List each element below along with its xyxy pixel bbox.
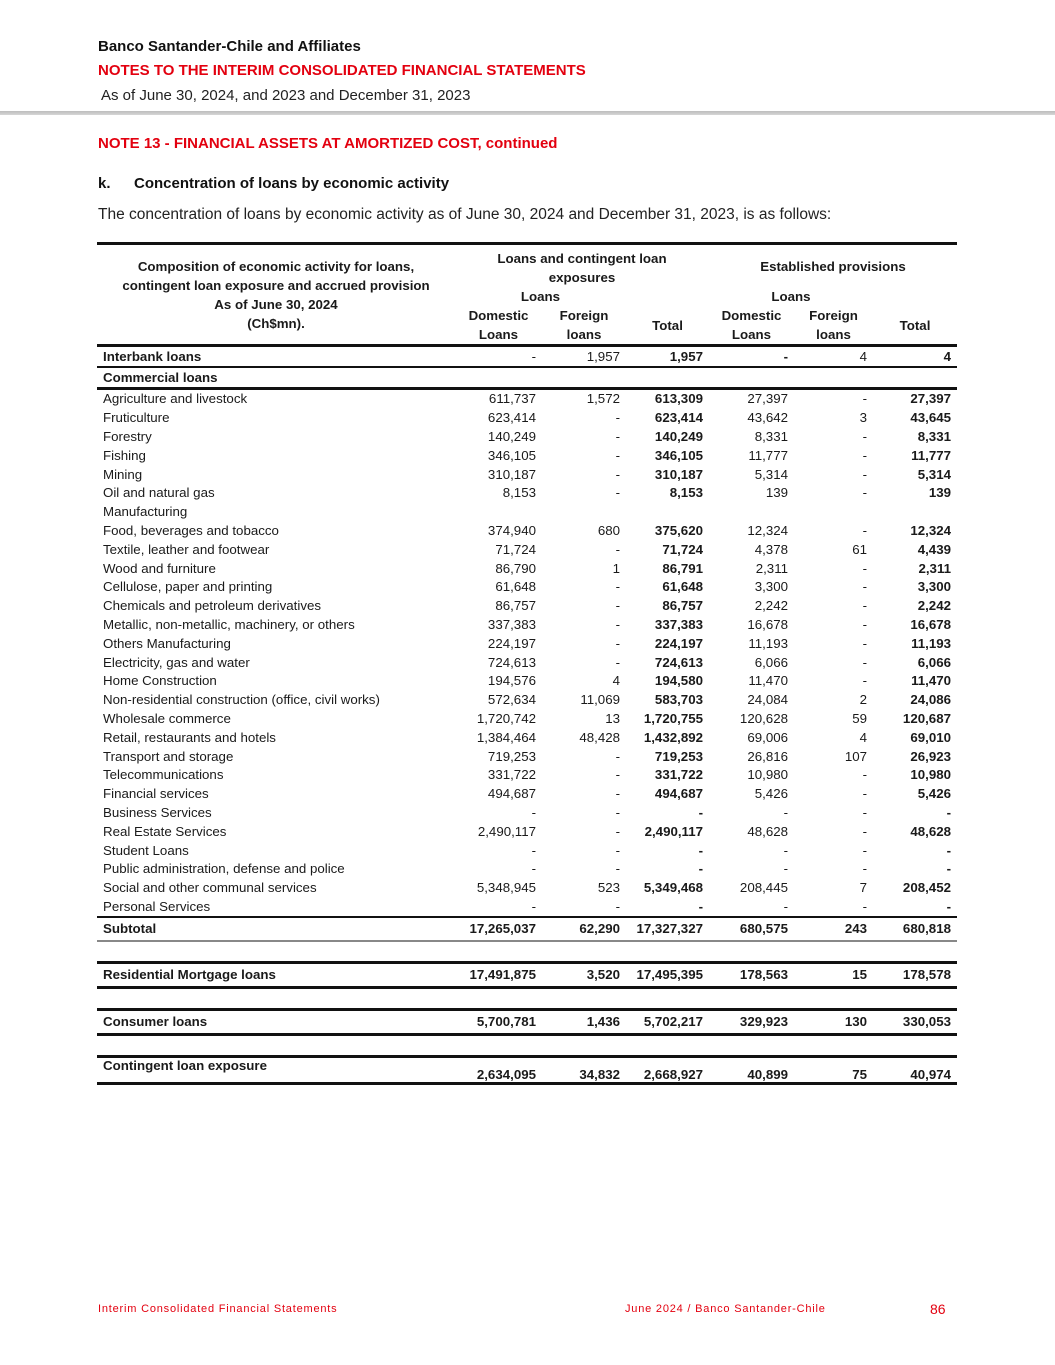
cell: 7 — [859, 880, 867, 896]
cell: 5,348,945 — [476, 880, 536, 896]
footer-period: June 2024 / Banco Santander-Chile — [625, 1303, 826, 1315]
cell: 337,383 — [654, 617, 703, 633]
cell: 243 — [794, 917, 873, 941]
cell: - — [615, 748, 620, 764]
cell: 8,153 — [502, 485, 536, 501]
table-row — [97, 578, 957, 597]
row-label: Metallic, non-metallic, machinery, or others — [103, 617, 355, 633]
cell: - — [862, 391, 867, 407]
cell: - — [615, 823, 620, 839]
cell: 48,428 — [579, 729, 620, 745]
row-label: Retail, restaurants and hotels — [103, 729, 276, 745]
page-number: 86 — [930, 1301, 946, 1317]
table-row — [97, 521, 957, 540]
row-label: Chemicals and petroleum derivatives — [103, 598, 322, 614]
cell: 572,634 — [487, 692, 536, 708]
cell: 5,426 — [754, 786, 788, 802]
cell: 4,439 — [917, 541, 951, 557]
cell: 139 — [765, 485, 788, 501]
row-label: Mining — [103, 466, 143, 482]
cell: - — [615, 767, 620, 783]
col-header: Total — [873, 306, 957, 346]
cell: - — [862, 617, 867, 633]
section-title — [98, 175, 449, 192]
table-row — [97, 690, 957, 709]
cell: 1,720,755 — [643, 711, 703, 727]
cell: - — [531, 861, 536, 877]
cell: 2,634,095 — [455, 1056, 542, 1083]
cell: 613,309 — [654, 391, 703, 407]
row-header-line: As of June 30, 2024 — [214, 296, 338, 312]
cell: 494,687 — [487, 786, 536, 802]
cell: 523 — [597, 880, 620, 896]
cell: - — [783, 861, 788, 877]
cell: - — [946, 861, 951, 877]
row-label: Cellulose, paper and printing — [103, 579, 273, 595]
row-label: Oil and natural gas — [103, 485, 215, 501]
cell: - — [862, 673, 867, 689]
footer-document-name: Interim Consolidated Financial Statements — [98, 1303, 338, 1315]
cell: - — [615, 447, 620, 463]
cell: 1 — [612, 560, 620, 576]
cell: - — [862, 805, 867, 821]
row-label: Personal Services — [103, 899, 211, 914]
cell: 4 — [794, 346, 873, 367]
cell: 11,470 — [748, 673, 788, 689]
cell — [794, 502, 873, 521]
cell: - — [698, 805, 703, 821]
cell: - — [615, 635, 620, 651]
commercial-header-row — [97, 367, 957, 388]
cell: 11,777 — [748, 447, 788, 463]
cell: 17,495,395 — [626, 962, 709, 987]
row-label: Student Loans — [103, 842, 189, 858]
cell: 86,790 — [495, 560, 536, 576]
cell: 1,720,742 — [476, 711, 536, 727]
group-header-loans-exposures: Loans and contingent loan exposures — [455, 244, 709, 288]
cell — [709, 502, 794, 521]
cell: 61 — [852, 541, 867, 557]
cell: - — [862, 767, 867, 783]
cell: - — [862, 429, 867, 445]
cell: 4,378 — [754, 541, 788, 557]
cell — [455, 502, 542, 521]
cell: 1,572 — [586, 391, 620, 407]
cell: 86,791 — [662, 560, 703, 576]
table-row — [97, 728, 957, 747]
header-divider — [0, 111, 1055, 115]
cell: - — [698, 899, 703, 914]
table-row — [97, 559, 957, 578]
row-label: Manufacturing — [103, 504, 188, 520]
table-row — [97, 747, 957, 766]
cell: 16,678 — [910, 617, 951, 633]
table-row — [97, 540, 957, 559]
row-label: Transport and storage — [103, 748, 234, 764]
cell: 330,053 — [873, 1009, 957, 1034]
table-row — [97, 596, 957, 615]
cell: 107 — [844, 748, 867, 764]
cell: - — [709, 346, 794, 367]
cell: 11,193 — [911, 635, 951, 651]
cell: 27,397 — [747, 391, 788, 407]
cell: 130 — [794, 1009, 873, 1034]
cell: - — [783, 805, 788, 821]
sub-header-loans: Loans — [771, 289, 811, 304]
table-row — [97, 784, 957, 803]
cell: - — [615, 899, 620, 914]
cell: 208,452 — [902, 880, 951, 896]
cell: 71,724 — [495, 541, 536, 557]
cell: - — [862, 842, 867, 858]
cell: 329,923 — [709, 1009, 794, 1034]
cell: 24,084 — [747, 692, 788, 708]
row-label: Subtotal — [97, 917, 455, 941]
cell: 8,331 — [917, 429, 951, 445]
cell: 17,491,875 — [455, 962, 542, 987]
table-row — [97, 878, 957, 897]
cell: 724,613 — [487, 654, 536, 670]
cell: - — [615, 429, 620, 445]
cell: 69,006 — [747, 729, 788, 745]
table-row — [97, 897, 957, 917]
cell: - — [455, 346, 542, 367]
cell: 139 — [928, 485, 951, 501]
subtotal-row — [97, 917, 957, 941]
cell: - — [531, 899, 536, 914]
cell: 2,242 — [917, 598, 951, 614]
cell: 1,384,464 — [476, 729, 536, 745]
row-label: Electricity, gas and water — [103, 654, 250, 670]
cell — [873, 502, 957, 521]
intro-paragraph: The concentration of loans by economic activity as of June 30, 2024 and December 31, 2023, is as follows: — [98, 206, 832, 223]
row-label: Food, beverages and tobacco — [103, 523, 279, 539]
cell: 11,193 — [748, 635, 788, 651]
cell: - — [862, 485, 867, 501]
row-label: Real Estate Services — [103, 823, 227, 839]
row-label: Public administration, defense and police — [103, 861, 345, 877]
cell: 346,105 — [487, 447, 536, 463]
col-header: Foreign loans — [794, 306, 873, 346]
cell: 10,980 — [747, 767, 788, 783]
row-label: Others Manufacturing — [103, 635, 231, 651]
cell: 1,436 — [542, 1009, 626, 1034]
cell: - — [615, 617, 620, 633]
row-label: Consumer loans — [97, 1009, 455, 1034]
cell: 1,957 — [542, 346, 626, 367]
cell: 86,757 — [495, 598, 536, 614]
cell: - — [783, 899, 788, 914]
cell: 140,249 — [654, 429, 703, 445]
cell: - — [862, 466, 867, 482]
cell: 6,066 — [754, 654, 788, 670]
cell: - — [615, 541, 620, 557]
row-label: Non-residential construction (office, civil works) — [103, 692, 380, 708]
cell: 194,580 — [654, 673, 703, 689]
group-header-provisions: Established provisions — [709, 244, 957, 288]
cell: 17,265,037 — [455, 917, 542, 941]
row-header-line: Composition of economic activity for loans, — [137, 258, 415, 274]
cell: 3,300 — [754, 579, 788, 595]
cell: - — [862, 654, 867, 670]
note-title: NOTE 13 - FINANCIAL ASSETS AT AMORTIZED COST, continued — [98, 135, 558, 152]
cell: - — [615, 654, 620, 670]
cell: - — [946, 842, 951, 858]
cell: 6,066 — [917, 654, 951, 670]
cell: 583,703 — [654, 692, 703, 708]
cell: 43,642 — [747, 410, 788, 426]
cell: 2,311 — [918, 560, 951, 576]
cell: 16,678 — [747, 617, 788, 633]
cell: 120,687 — [902, 711, 951, 727]
table-row — [97, 502, 957, 521]
cell: 5,700,781 — [455, 1009, 542, 1034]
cell: 611,737 — [488, 391, 536, 407]
cell: 24,086 — [910, 692, 951, 708]
cell: 1,432,892 — [643, 729, 703, 745]
cell: 10,980 — [910, 767, 951, 783]
cell: 71,724 — [662, 541, 703, 557]
cell: 680 — [597, 523, 620, 539]
cell: - — [615, 842, 620, 858]
cell: 680,818 — [873, 917, 957, 941]
cell: - — [862, 523, 867, 539]
col-header: Foreign loans — [542, 306, 626, 346]
notes-title: NOTES TO THE INTERIM CONSOLIDATED FINANCIAL STATEMENTS — [98, 62, 586, 79]
table-row — [97, 446, 957, 465]
cell: 26,816 — [747, 748, 788, 764]
row-header-line: contingent loan exposure and accrued provision — [122, 277, 430, 293]
cell: 48,628 — [747, 823, 788, 839]
cell: 43,645 — [910, 410, 951, 426]
cell: 3 — [859, 410, 867, 426]
cell: 48,628 — [910, 823, 951, 839]
row-label: Residential Mortgage loans — [97, 962, 455, 987]
cell: 5,426 — [917, 786, 951, 802]
cell: 346,105 — [654, 447, 703, 463]
as-of-date: As of June 30, 2024, and 2023 and December 31, 2023 — [101, 87, 471, 104]
table-row — [97, 408, 957, 427]
cell — [626, 502, 709, 521]
cell: - — [862, 786, 867, 802]
row-label: Fishing — [103, 447, 146, 463]
cell: 61,648 — [662, 579, 703, 595]
cell: 3,300 — [917, 579, 951, 595]
cell: - — [862, 447, 867, 463]
company-name: Banco Santander-Chile and Affiliates — [98, 38, 361, 55]
cell: 86,757 — [662, 598, 703, 614]
table-row — [97, 388, 957, 408]
cell: 224,197 — [654, 635, 703, 651]
contingent-row — [97, 1056, 957, 1083]
cell: 13 — [605, 711, 620, 727]
table-row — [97, 653, 957, 672]
cell: 40,974 — [873, 1056, 957, 1083]
row-label: Business Services — [103, 805, 212, 821]
row-label: Social and other communal services — [103, 880, 317, 896]
table-row — [97, 803, 957, 822]
cell: 59 — [852, 711, 867, 727]
cell: 178,578 — [873, 962, 957, 987]
cell: 331,722 — [487, 767, 536, 783]
cell: 2,668,927 — [626, 1056, 709, 1083]
row-label: Financial services — [103, 786, 209, 802]
cell — [542, 502, 626, 521]
table-row — [97, 822, 957, 841]
cell: 1,957 — [626, 346, 709, 367]
cell: 194,576 — [487, 673, 536, 689]
cell: 623,414 — [487, 410, 536, 426]
cell: 5,702,217 — [626, 1009, 709, 1034]
cell: - — [862, 598, 867, 614]
cell: 75 — [794, 1056, 873, 1083]
cell: 5,314 — [754, 466, 788, 482]
cell: - — [615, 598, 620, 614]
consumer-row — [97, 1009, 957, 1034]
cell: - — [862, 899, 867, 914]
cell: 8,153 — [669, 485, 703, 501]
mortgage-row — [97, 962, 957, 987]
cell: 4 — [612, 673, 620, 689]
cell: 2,490,117 — [644, 823, 703, 839]
cell: 2,242 — [754, 598, 788, 614]
cell: - — [862, 560, 867, 576]
cell: 120,628 — [739, 711, 788, 727]
cell: 11,777 — [911, 447, 951, 463]
row-label: Fruticulture — [103, 410, 170, 426]
section-letter: k. — [98, 175, 111, 192]
cell: 11,470 — [911, 673, 951, 689]
cell: 34,832 — [542, 1056, 626, 1083]
cell: - — [698, 842, 703, 858]
cell: - — [862, 635, 867, 651]
cell: 2,311 — [755, 560, 788, 576]
cell: 724,613 — [654, 654, 703, 670]
cell: 178,563 — [709, 962, 794, 987]
cell: 61,648 — [495, 579, 536, 595]
cell: 719,253 — [487, 748, 536, 764]
cell: 375,620 — [654, 523, 703, 539]
cell: - — [862, 579, 867, 595]
table-row — [97, 672, 957, 691]
cell: 8,331 — [754, 429, 788, 445]
cell: 4 — [859, 729, 867, 745]
cell: - — [615, 466, 620, 482]
row-label: Textile, leather and footwear — [103, 541, 270, 557]
section-title-text: Concentration of loans by economic activity — [134, 175, 450, 192]
cell: 69,010 — [910, 729, 951, 745]
cell: - — [531, 805, 536, 821]
row-label: Interbank loans — [97, 346, 455, 367]
table-row — [97, 709, 957, 728]
cell: - — [862, 861, 867, 877]
row-header-line: (Ch$mn). — [247, 315, 305, 331]
row-label: Wholesale commerce — [103, 711, 231, 727]
cell: 310,187 — [654, 466, 703, 482]
row-label: Home Construction — [103, 673, 217, 689]
cell: - — [615, 805, 620, 821]
row-label: Wood and furniture — [103, 560, 216, 576]
cell: 12,324 — [910, 523, 951, 539]
table-row — [97, 766, 957, 785]
cell: 140,249 — [487, 429, 536, 445]
cell: - — [698, 861, 703, 877]
cell: 3,520 — [542, 962, 626, 987]
row-label: Forestry — [103, 429, 152, 445]
cell: 12,324 — [747, 523, 788, 539]
table-row — [97, 860, 957, 879]
interbank-row — [97, 346, 957, 367]
table-row — [97, 465, 957, 484]
row-label: Contingent loan exposure — [97, 1056, 455, 1083]
cell: 17,327,327 — [626, 917, 709, 941]
col-header: Total — [626, 306, 709, 346]
table-row — [97, 841, 957, 860]
cell: 680,575 — [709, 917, 794, 941]
cell: 331,722 — [654, 767, 703, 783]
cell: - — [615, 410, 620, 426]
col-header: Domestic Loans — [455, 306, 542, 346]
table-row — [97, 427, 957, 446]
loan-concentration-table — [97, 242, 957, 1085]
cell: 374,940 — [487, 523, 536, 539]
cell: - — [615, 786, 620, 802]
table-row — [97, 615, 957, 634]
cell: - — [946, 899, 951, 914]
cell: 40,899 — [709, 1056, 794, 1083]
cell: - — [615, 579, 620, 595]
cell: - — [862, 823, 867, 839]
cell: - — [615, 485, 620, 501]
cell: 494,687 — [654, 786, 703, 802]
cell: 26,923 — [910, 748, 951, 764]
row-label: Commercial loans — [103, 369, 218, 385]
row-header-cell — [97, 244, 455, 346]
cell: 2,490,117 — [477, 823, 536, 839]
cell: 11,069 — [580, 692, 620, 708]
table-row — [97, 484, 957, 503]
row-label: Telecommunications — [103, 767, 224, 783]
cell: 15 — [794, 962, 873, 987]
cell: 2 — [859, 692, 867, 708]
row-label: Agriculture and livestock — [103, 391, 248, 407]
cell: 27,397 — [910, 391, 951, 407]
cell: 224,197 — [487, 635, 536, 651]
cell: 5,349,468 — [643, 880, 703, 896]
col-header: Domestic Loans — [709, 306, 794, 346]
cell: 623,414 — [654, 410, 703, 426]
cell: - — [531, 842, 536, 858]
sub-header-loans: Loans — [520, 289, 561, 304]
cell: - — [615, 861, 620, 877]
cell: 310,187 — [487, 466, 536, 482]
cell: 208,445 — [739, 880, 788, 896]
table-row — [97, 634, 957, 653]
cell: - — [783, 842, 788, 858]
cell: 4 — [873, 346, 957, 367]
cell: 62,290 — [542, 917, 626, 941]
cell: 5,314 — [917, 466, 951, 482]
cell: - — [946, 805, 951, 821]
cell: 337,383 — [487, 617, 536, 633]
cell: 719,253 — [654, 748, 703, 764]
